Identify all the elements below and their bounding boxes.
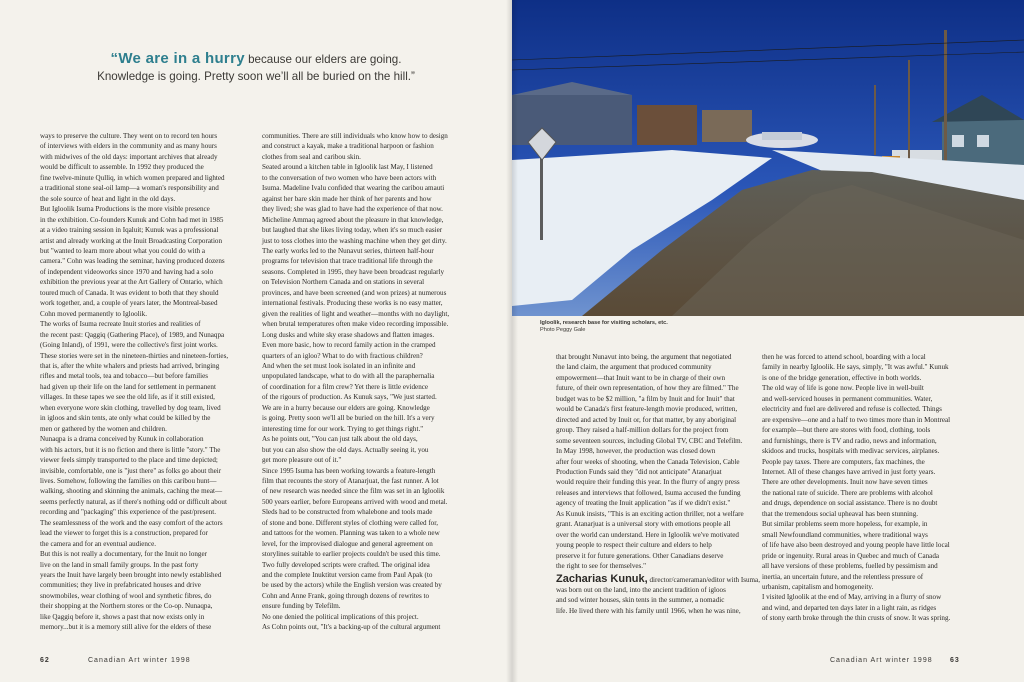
text-line: after four weeks of shooting, when the Canada Television, Cable <box>556 457 740 466</box>
text-line: agency of treating the Inuit application "as if we didn't exist." <box>556 499 731 508</box>
text-line: of interviews with elders in the community and as many hours <box>40 142 217 151</box>
text-line: of stone and bone. Different styles of clothing were called for, <box>262 518 439 527</box>
bio-line-0: director/cameraman/editor with Isuma, <box>647 575 760 584</box>
text-line: a traditional stone seal-oil lamp—a woman's responsibility and <box>40 184 219 193</box>
text-line: would require their funding this year. In the flurry of angry press <box>556 478 740 487</box>
text-line: releases and interviews that followed, Isuma accused the funding <box>556 488 741 497</box>
text-line: But this is not really a documentary, for the Inuit no longer <box>40 550 207 559</box>
text-line: ensure funding by Telefilm. <box>262 602 341 611</box>
text-line: young people to respect their culture and elders to help <box>556 541 712 550</box>
text-line: (Going Inland), of 1991, were the collective's first joint works. <box>40 341 218 350</box>
text-line: they lived; she was glad to have had the experience of that now. <box>262 205 443 214</box>
text-line: work together, and, a couple of years later, the Montreal-based <box>40 299 218 308</box>
text-line: snowmobiles, wear clothing of wool and synthetic fibres, do <box>40 591 212 600</box>
text-line: and construct a kayak, make a traditional harpoon or fashion <box>262 142 434 151</box>
text-line: and well-serviced houses in permanent communities. Water, <box>762 394 933 403</box>
text-line: international festivals. Producing these works is no easy matter, <box>262 299 443 308</box>
text-line: Production Funds said they "did not anticipate" Atanarjuat <box>556 467 722 476</box>
text-line: But similar problems seem more hopeless, for example, in <box>762 520 928 529</box>
pull-quote-line-1 <box>36 50 476 68</box>
text-line: Nunaqpa is a drama conceived by Kunuk in collaboration <box>40 435 204 444</box>
text-line: with his actors, but it is no fiction and there is little "story." The <box>40 445 221 454</box>
bio-line-3: life. He lived there with his family until 1966, when he was nine, <box>556 606 741 615</box>
text-line: preserve it for future generations. Other Canadians deserve <box>556 551 724 560</box>
text-line: Internet. All of these changes have arrived in just forty years. <box>762 467 936 476</box>
text-line: would be Canada's first feature-length movie produced, written, <box>556 405 738 414</box>
text-line: walking, shooting and skinning the animals, caching the meat— <box>40 487 223 496</box>
text-line: But Igloolik Isuma Productions is the more visible presence <box>40 205 210 214</box>
text-line: film that recounts the story of Atanarjuat, the fast runner. A lot <box>262 476 439 485</box>
text-line: Cohn and Anne Frank, going through dozens of rewrites to <box>262 591 430 600</box>
text-line: for example—but there are stores with food, clothing, tools <box>762 426 931 435</box>
text-line: In May 1998, however, the production was closed down <box>556 447 716 456</box>
text-line: live on the land in small family groups. In the past forty <box>40 560 199 569</box>
text-line: over the world can understand. Here in Igloolik we've motivated <box>556 530 739 539</box>
text-line: at a video training session in Iqaluit; Kunuk was a professional <box>40 226 219 235</box>
text-line: given the realities of light and weather—months with no daylight, <box>262 309 450 318</box>
text-line: of stony earth broke through the thin crusts of snow. It was spring. <box>762 614 951 623</box>
text-line: interesting time for our work. Trying to get things right." <box>262 424 424 433</box>
text-line: The early works led to the Nunavut series, thirteen half-hour <box>262 246 434 255</box>
text-line: memory...but it is a memory still alive for the elders of these <box>40 623 212 632</box>
text-line: Cohn moved permanently to Igloolik. <box>40 309 147 318</box>
pull-quote-rest: because our elders are going. <box>244 53 402 66</box>
text-line: We are in a hurry because our elders are going. Knowledge <box>262 403 430 412</box>
text-line: family in nearby Igloolik. He says, simply, "It was awful." Kunuk <box>762 363 949 372</box>
bio-name: Zacharias Kunuk, <box>556 572 648 585</box>
spine-gutter <box>506 0 518 682</box>
text-line: No one denied the political implications of this project. <box>262 612 419 621</box>
left-column-1 <box>40 131 252 633</box>
text-line: that brought Nunavut into being, the argument that negotiated <box>556 353 732 361</box>
text-line: artist and already working at the Inuit Broadcasting Corporation <box>40 236 223 245</box>
text-line: their shopping at the Northern stores or the Co-op. Nunaqpa, <box>40 602 213 611</box>
text-line: all have versions of these problems, fuelled by pessimism and <box>762 562 938 571</box>
pull-quote-lead: “We are in a hurry <box>110 50 245 67</box>
text-line: the land claim, the argument that produced community <box>556 363 712 372</box>
text-line: the sole source of heat and light in the old days. <box>40 194 176 203</box>
text-line: As Cohn points out, "It's a backing-up of the cultural argument <box>262 623 441 632</box>
text-line: with midwives of the old days: important archives that already <box>40 152 218 161</box>
text-line: and wind, and departed ten days later in a light rain, as ridges <box>762 603 937 612</box>
text-line: in igloos and skin tents, ate only what could be killed by the <box>40 414 211 423</box>
pull-quote-line-2: Knowledge is going. Pretty soon we’ll all be buried on the hill.” <box>97 70 415 83</box>
text-line: ways to preserve the culture. They went on to record ten hours <box>40 132 218 140</box>
text-line: Even more basic, how to record family action in the cramped <box>262 341 436 350</box>
text-line: and the complete Inuktitut version came from Paul Apak (to <box>262 571 433 580</box>
text-line: Micheline Ammaq agreed about the pleasure in that knowledge, <box>262 215 444 224</box>
text-line: camera." Cohn was leading the seminar, having produced dozens <box>40 257 225 266</box>
right-column-2 <box>762 352 982 624</box>
text-line: programs for television that trace traditional life through the <box>262 257 433 266</box>
igloolik-photo <box>512 0 1024 316</box>
text-line: of the rigours of production. As Kunuk says, "We just started. <box>262 393 437 402</box>
text-line: the camera and for an eventual audience. <box>40 539 156 548</box>
text-line: years the Inuit have largely been brought into newly established <box>40 571 222 580</box>
text-line: And when the set must look isolated in an infinite and <box>262 361 416 370</box>
text-line: recording and "packaging" this experience of the past/present. <box>40 508 216 517</box>
bio-line-1: was born out on the land, into the ancient tradition of igloos <box>556 585 726 594</box>
text-line: had given up their life on the land for settlement in permanent <box>40 382 216 391</box>
photo-caption <box>540 320 740 334</box>
text-line: and drugs, dependence on social assistance. There is no doubt <box>762 499 938 508</box>
text-line: empowerment—that Inuit want to be in charge of their own <box>556 373 726 382</box>
bio-line-2: and sod winter houses, skin tents in the summer, a nomadic <box>556 596 725 605</box>
text-line: unpopulated landscape, what to do with all the paraphernalia <box>262 372 435 381</box>
text-line: skidoos and trucks, hospitals with medivac services, airplanes. <box>762 447 940 456</box>
text-line: seasons. Completed in 1995, they have been broadcast regularly <box>262 267 445 276</box>
right-column-1 <box>556 352 760 616</box>
text-line: in the exhibition. Co-founders Kunuk and Cohn had met in 1985 <box>40 215 224 224</box>
text-line: group. They raised a half-million dollars for the project from <box>556 426 729 435</box>
text-line: communities. There are still individuals who know how to design <box>262 132 448 140</box>
magazine-folio-left: Canadian Art winter 1998 <box>88 657 191 664</box>
text-line: These stories were set in the nineteen-thirties and nineteen-forties, <box>40 351 229 360</box>
text-line: electricity and fuel are delivered and refuse is collected. Things <box>762 405 942 414</box>
text-line: The works of Isuma recreate Inuit stories and realities of <box>40 320 201 329</box>
text-line: some seventeen sources, including Global TV, CBC and Telefilm. <box>556 436 743 445</box>
text-line: inertia, an uncertain future, and the relentless pressure of <box>762 572 924 581</box>
text-line: viewer feels simply transported to the place and time depicted; <box>40 456 218 465</box>
text-line: men or gathered by the women and children. <box>40 424 167 433</box>
text-line: Sleds had to be constructed from whalebone and tools made <box>262 508 433 517</box>
text-line: like Qaggiq before it, shows a past that now exists only in <box>40 612 205 621</box>
left-column-2 <box>262 131 486 633</box>
text-line: urbanism, capitalism and homogeneity. <box>762 582 874 591</box>
text-line: As he points out, "You can just talk about the old days, <box>262 435 418 444</box>
text-line: of new research was needed since the film was set in an Igloolik <box>262 487 445 496</box>
text-line: when everyone wore skin clothing, travelled by dog team, lived <box>40 403 221 412</box>
text-line: is going. Pretty soon we'll all be buried on the hill. It's a very <box>262 414 435 423</box>
text-line: and tattoos for the women. Planning was taken to a whole new <box>262 529 440 538</box>
text-line: grant. Atanarjuat is a universal story with emotions people all <box>556 520 731 529</box>
text-line: be used by the actors) while the English version was created by <box>262 581 442 590</box>
magazine-folio-right: Canadian Art winter 1998 <box>830 657 933 664</box>
text-line: the national rate of suicide. There are problems with alcohol <box>762 488 933 497</box>
text-line: just to toss clothes into the washing machine when they get dirty. <box>262 236 447 245</box>
text-line: seems perfectly natural, as if there's nothing odd or difficult about <box>40 497 227 506</box>
text-line: lead the viewer to forget this is a construction, prepared for <box>40 529 208 538</box>
text-line: but "wanted to learn more about what you could do with a <box>40 246 206 255</box>
text-line: clothes from seal and caribou skin. <box>262 152 361 161</box>
text-line: when brutal temperatures often make video recording impossible. <box>262 320 449 329</box>
text-line: Seated around a kitchen table in Igloolik last May, I listened <box>262 163 433 172</box>
text-line: The seamlessness of the work and the easy comfort of the actors <box>40 518 223 527</box>
text-line: Since 1995 Isuma has been working towards a feature-length <box>262 466 436 475</box>
text-line: People pay taxes. There are computers, fax machines, the <box>762 457 925 466</box>
text-line: directed and acted by Inuit or, for that matter, by any aboriginal <box>556 415 737 424</box>
text-line: storylines suitable to earlier projects couldn't be used this time. <box>262 550 441 559</box>
text-line: invisible, comfortable, one is "just there" as folks go about their <box>40 466 222 475</box>
text-line: lives. Somehow, following the families on this caribou hunt— <box>40 476 217 485</box>
text-line: budget was to be $2 million, "a film by Inuit and for Inuit" that <box>556 394 735 403</box>
bio-paragraph <box>556 572 760 585</box>
text-line: the right to see for themselves." <box>556 562 646 571</box>
text-line: on Television Northern Canada and on stations in several <box>262 278 425 287</box>
text-line: Long dusks and white sky erase shadows and flatten images. <box>262 330 435 339</box>
text-line: small Newfoundland communities, where traditional ways <box>762 530 928 539</box>
text-line: exhibition the previous year at the Art Gallery of Ontario, which <box>40 278 223 287</box>
text-line: communities; they live in prefabricated houses and drive <box>40 581 201 590</box>
pull-quote <box>36 50 476 85</box>
text-line: are expensive—one and a half to two times more than in Montreal <box>762 415 951 424</box>
text-line: of independent videoworks since 1970 and having had a solo <box>40 267 214 276</box>
text-line: 500 years earlier, before Europeans arrived with wood and metal. <box>262 497 448 506</box>
text-line: is one of the bridge generation, effective in both worlds. <box>762 373 922 382</box>
right-column-1-body <box>556 352 756 572</box>
text-line: get more pleasure out of it." <box>262 456 342 465</box>
text-line: pride or ingenuity. Rural areas in Quebec and much of Canada <box>762 551 940 560</box>
text-line: and furnishings, there is TV and radio, news and information, <box>762 436 937 445</box>
text-line: The old way of life is gone now. People live in well-built <box>762 384 924 393</box>
caption-credit: Photo Peggy Gale <box>540 327 586 333</box>
text-line: then he was forced to attend school, boarding with a local <box>762 353 926 361</box>
text-line: toured much of Canada. It was evident to both that they should <box>40 288 219 297</box>
text-line: There are other developments. Inuit now have seven times <box>762 478 928 487</box>
text-line: Two fully developed scripts were crafted. The original idea <box>262 560 430 569</box>
text-line: but laughed that she likes living today, when it's so much easier <box>262 226 443 235</box>
text-line: As Kunuk insists, "This is an exciting action thriller, not a welfare <box>556 509 744 518</box>
text-line: of life have also been destroyed and young people have little local <box>762 541 950 550</box>
text-line: that the tremendous social upheaval has been stunning. <box>762 509 919 518</box>
page-number-right: 63 <box>950 657 960 664</box>
text-line: fine twelve-minute Qulliq, in which women prepared and lighted <box>40 173 225 182</box>
caption-text: Igloolik, research base for visiting scholars, etc. <box>540 320 668 326</box>
text-line: would be difficult to assemble. In 1992 they produced the <box>40 163 204 172</box>
text-line: provinces, and have been screened (and won prizes) at numerous <box>262 288 447 297</box>
text-line: I visited Igloolik at the end of May, arriving in a flurry of snow <box>762 593 942 602</box>
text-line: villages. In these tapes we see the old life, as if it still existed, <box>40 393 215 402</box>
text-line: quarters of an igloo? What to do with fractious children? <box>262 351 423 360</box>
text-line: of coordination for a film crew? Yet there is little evidence <box>262 382 429 391</box>
page-number-left: 62 <box>40 657 50 664</box>
text-line: the recent past: Qaggiq (Gathering Place), of 1989, and Nunaqpa <box>40 330 225 339</box>
text-line: but you can also show the old days. Actually seeing it, you <box>262 445 429 454</box>
text-line: level, for the improvised dialogue and general agreement on <box>262 539 433 548</box>
text-line: rifles and metal tools, tea and tobacco—but before families <box>40 372 209 381</box>
text-line: against her bare skin made her think of her parents and how <box>262 194 432 203</box>
text-line: to the conversation of two women who have been actors with <box>262 173 437 182</box>
text-line: future, of their own representation, of how they are filmed." The <box>556 384 739 393</box>
text-line: that is, after the white whalers and priests had arrived, bringing <box>40 361 220 370</box>
text-line: Isuma. Madeline Ivalu confided that wearing the caribou amauti <box>262 184 445 193</box>
